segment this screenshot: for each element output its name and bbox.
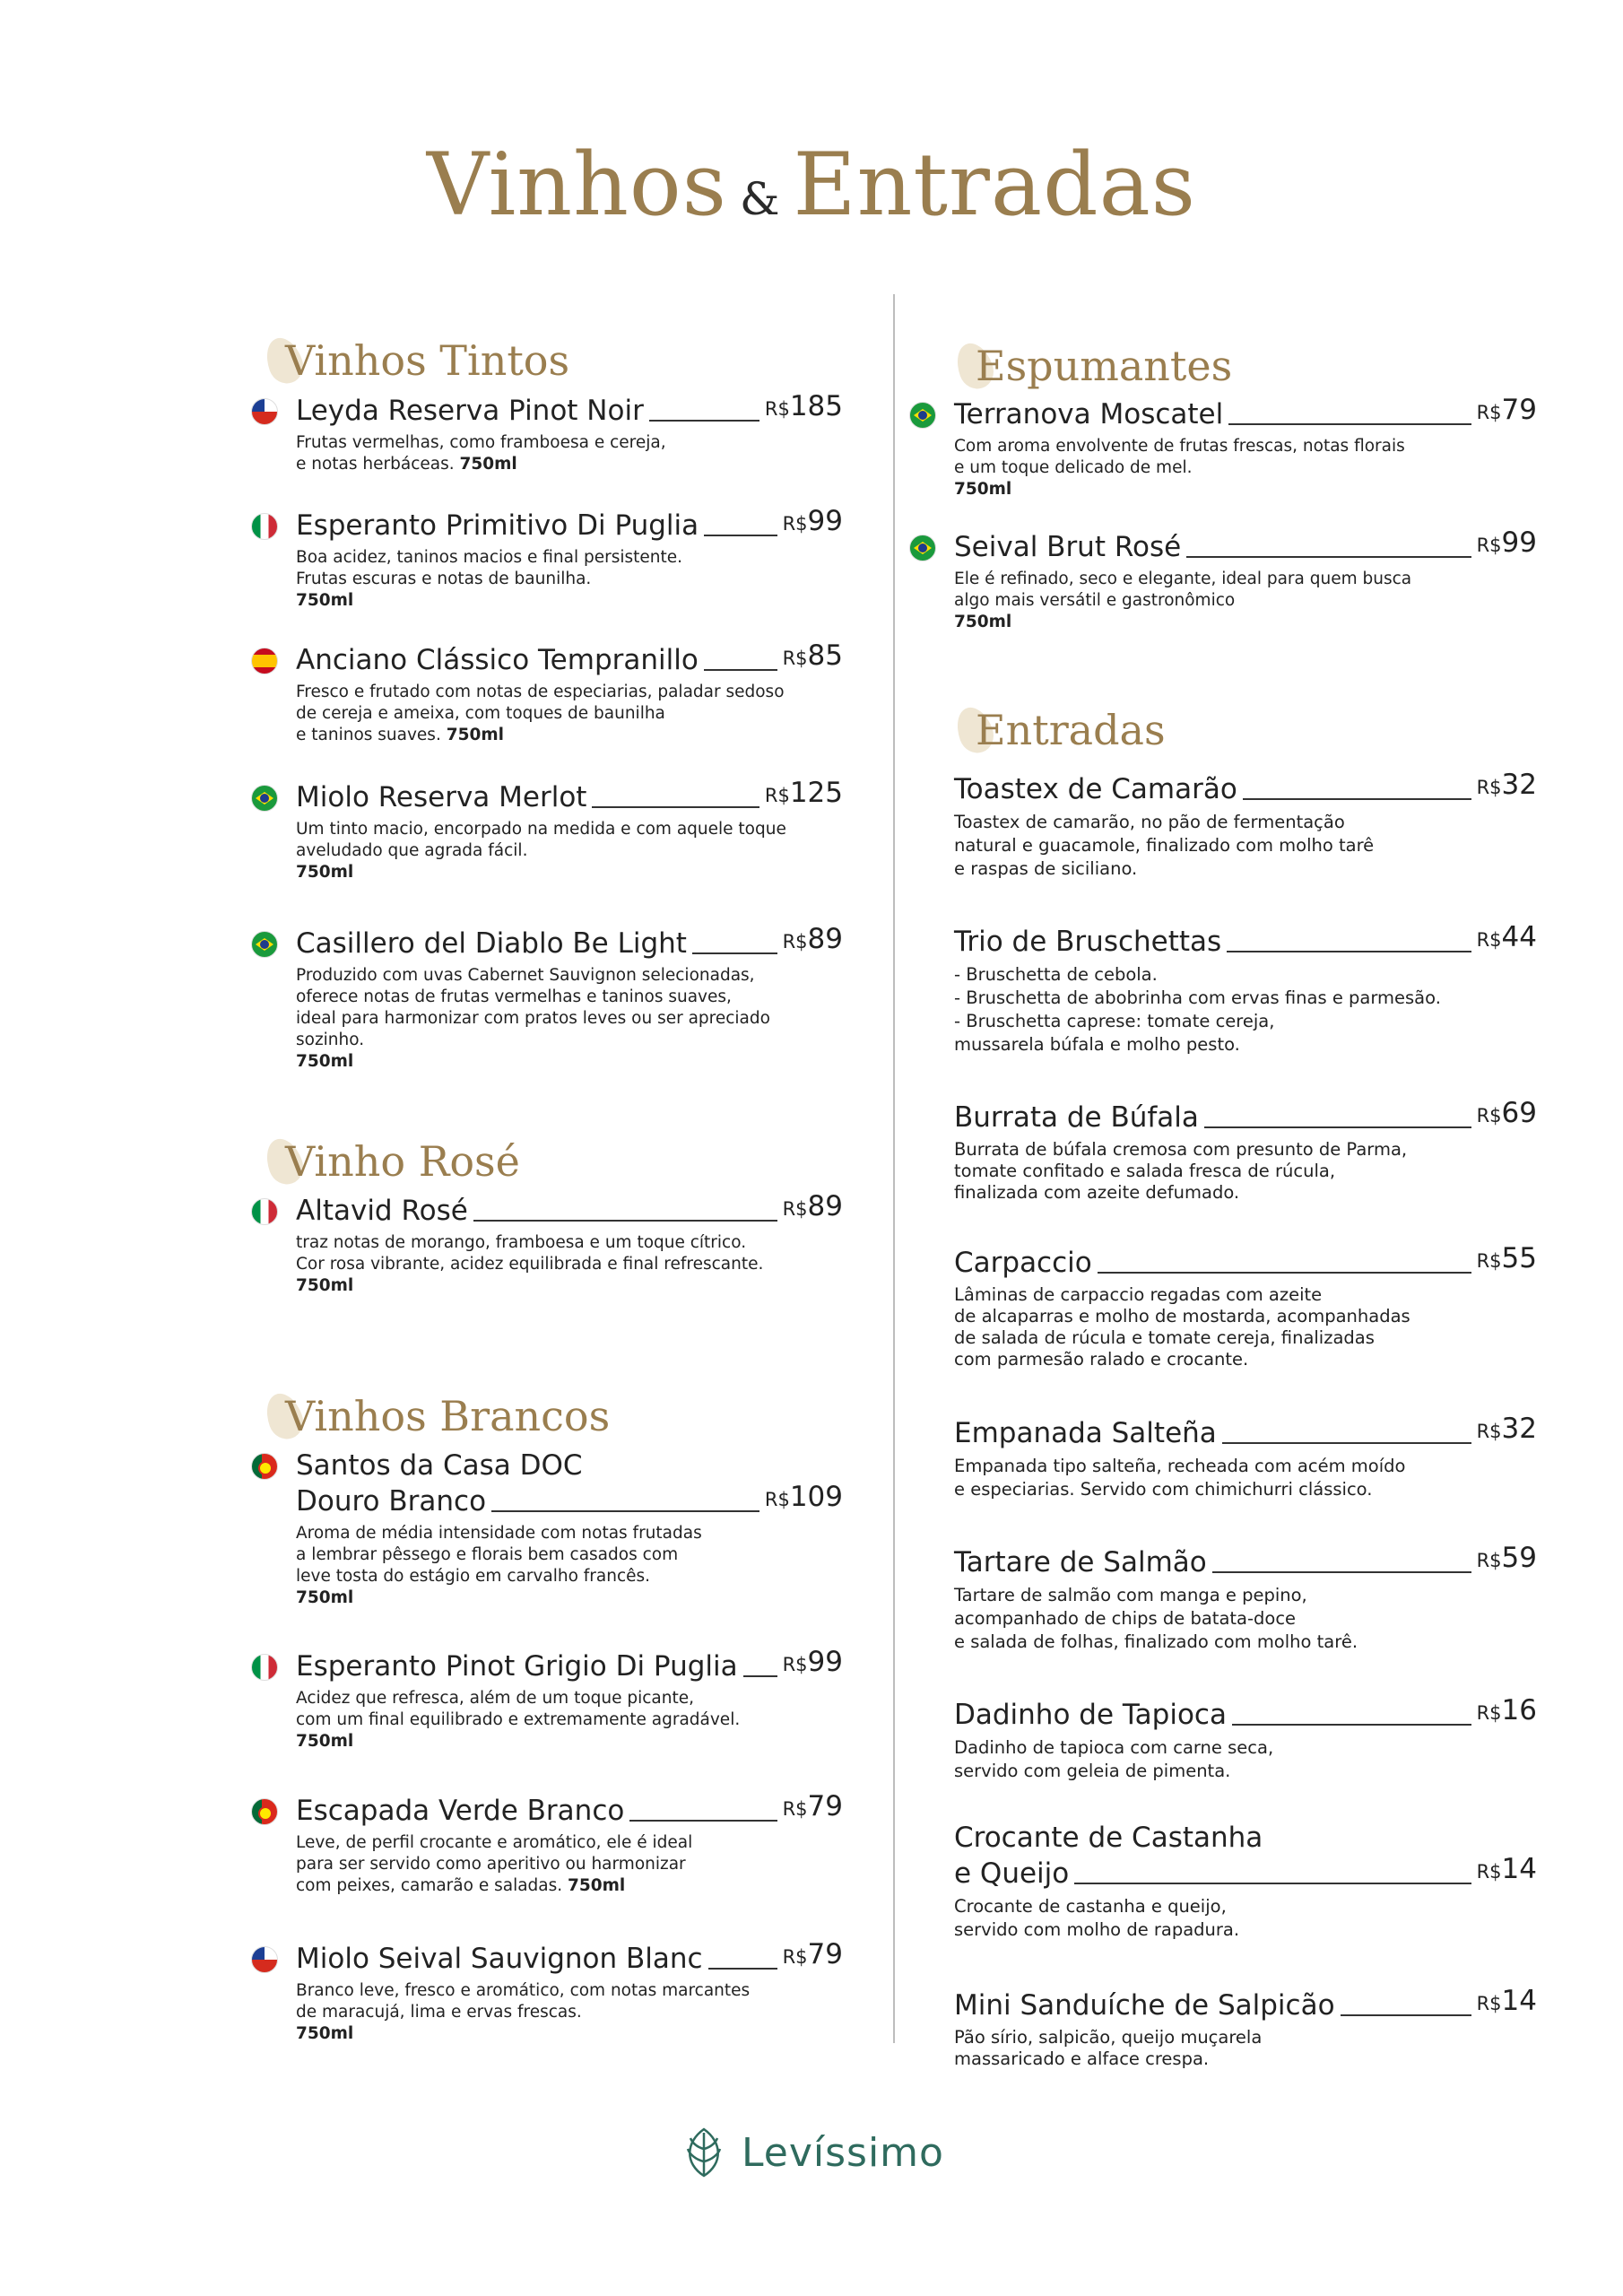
item-name: Escapada Verde Branco [296, 1795, 625, 1827]
chile-flag-icon [251, 398, 278, 425]
item-description: Toastex de camarão, no pão de fermentação natural e guacamole, finalizado com molho tarê e raspas de siciliano. [954, 812, 1375, 879]
price-leader [1222, 1442, 1471, 1444]
item-description: Frutas vermelhas, como framboesa e cereja, e notas herbáceas. 750ml [296, 433, 666, 474]
item-price: R$125 [764, 777, 843, 809]
item-price: R$16 [1476, 1694, 1537, 1726]
item-name: Seival Brut Rosé [954, 531, 1182, 563]
item-name: Carpaccio [954, 1247, 1092, 1279]
portugal-flag-icon [251, 1453, 278, 1480]
item-name: Altavid Rosé [296, 1195, 468, 1227]
item-price: R$79 [782, 1938, 843, 1970]
price-leader [473, 1220, 777, 1222]
title-entradas: Entradas [793, 135, 1197, 235]
menu-item [251, 1648, 843, 1752]
price-leader [491, 1510, 759, 1512]
item-name: Leyda Reserva Pinot Noir [296, 395, 644, 427]
menu-item [954, 1415, 1537, 1501]
item-name: Miolo Reserva Merlot [296, 781, 587, 813]
price-leader [1204, 1126, 1471, 1128]
menu-item [954, 1097, 1537, 1204]
item-name: Esperanto Pinot Grigio Di Puglia [296, 1650, 738, 1683]
menu-item [251, 1449, 843, 1609]
price-leader [704, 535, 777, 536]
price-leader [1227, 951, 1471, 952]
price-leader [1228, 423, 1471, 425]
item-name-line2: Douro Branco [296, 1485, 487, 1518]
item-price: R$14 [1476, 1985, 1537, 2017]
menu-item [954, 771, 1537, 881]
item-name: Tartare de Salmão [954, 1546, 1207, 1578]
item-name: Anciano Clássico Tempranillo [296, 644, 699, 676]
item-name: Esperanto Primitivo Di Puglia [296, 509, 699, 542]
portugal-flag-icon [251, 1798, 278, 1825]
menu-item [909, 396, 1537, 500]
menu-item [954, 1987, 1537, 2070]
menu-item [251, 1790, 843, 1897]
section-title-entradas: Entradas [942, 703, 1166, 757]
item-name: Casillero del Diablo Be Light [296, 927, 687, 960]
price-leader [1098, 1272, 1471, 1274]
item-description: Branco leve, fresco e aromático, com notas marcantes de maracujá, lima e ervas frescas. 750ml [296, 1981, 751, 2043]
item-name: Crocante de Castanha [954, 1822, 1263, 1854]
price-leader [1232, 1724, 1471, 1726]
menu-item [251, 779, 843, 883]
spain-flag-icon [251, 648, 278, 674]
italy-flag-icon [251, 1654, 278, 1681]
item-description: Produzido com uvas Cabernet Sauvignon selecionadas, oferece notas de frutas vermelhas e taninos suaves, ideal para harmonizar com pratos leves ou ser apreciado sozinho. 750ml [296, 966, 770, 1071]
column-divider [893, 294, 895, 2043]
menu-item [251, 639, 843, 746]
item-price: R$89 [782, 923, 843, 955]
menu-item [909, 526, 1537, 633]
item-description: Aroma de média intensidade com notas frutadas a lembrar pêssego e florais bem casados com leve tosta do estágio em carvalho francês. 750ml [296, 1524, 702, 1607]
brazil-flag-icon [251, 931, 278, 958]
item-name: Terranova Moscatel [954, 398, 1224, 430]
item-description: Fresco e frutado com notas de especiarias, paladar sedoso de cereja e ameixa, com toques de baunilha e taninos suaves. 750ml [296, 683, 785, 744]
price-leader [1212, 1571, 1471, 1573]
page-title [0, 135, 1623, 235]
item-price: R$99 [782, 505, 843, 537]
menu-item [954, 1242, 1537, 1370]
menu-item [251, 390, 843, 475]
item-price: R$32 [1476, 769, 1537, 801]
section-title-rose: Vinho Rosé [251, 1135, 520, 1188]
item-name-line2: e Queijo [954, 1857, 1070, 1890]
item-price: R$59 [1476, 1542, 1537, 1574]
item-price: R$99 [782, 1646, 843, 1678]
item-name: Dadinho de Tapioca [954, 1699, 1227, 1731]
item-description: Empanada tipo salteña, recheada com acém moído e especiarias. Servido com chimichurri clássico. [954, 1456, 1406, 1500]
item-price: R$85 [782, 639, 843, 672]
menu-item [251, 1190, 843, 1297]
section-title-espumantes: Espumantes [942, 339, 1232, 393]
item-price: R$44 [1476, 921, 1537, 953]
item-price: R$14 [1476, 1853, 1537, 1885]
item-price: R$89 [782, 1190, 843, 1222]
item-price: R$32 [1476, 1413, 1537, 1445]
menu-item [954, 1694, 1537, 1783]
item-price: R$99 [1476, 526, 1537, 559]
item-description: Um tinto macio, encorpado na medida e com aquele toque aveludado que agrada fácil. 750ml [296, 820, 786, 882]
menu-item [954, 1823, 1537, 1942]
item-description: Pão sírio, salpicão, queijo muçarela massaricado e alface crespa. [954, 2027, 1263, 2069]
price-leader [692, 952, 777, 954]
item-description: Crocante de castanha e queijo, servido com molho de rapadura. [954, 1896, 1240, 1940]
price-leader [1074, 1883, 1471, 1884]
item-description: Burrata de búfala cremosa com presunto de Parma, tomate confitado e salada fresca de rúcula, finalizada com azeite defumado. [954, 1139, 1408, 1203]
menu-item [251, 505, 843, 612]
item-name: Miolo Seival Sauvignon Blanc [296, 1943, 703, 1975]
item-description: Com aroma envolvente de frutas frescas, notas florais e um toque delicado de mel. 750ml [954, 437, 1405, 499]
item-price: R$79 [782, 1790, 843, 1822]
item-price: R$79 [1476, 394, 1537, 426]
price-leader [1186, 556, 1471, 558]
item-description: Leve, de perfil crocante e aromático, ele é ideal para ser servido como aperitivo ou harmonizar com peixes, camarão e saladas. 750ml [296, 1833, 693, 1895]
price-leader [708, 1968, 777, 1970]
item-description: Boa acidez, taninos macios e final persistente. Frutas escuras e notas de baunilha. 750ml [296, 548, 683, 610]
section-title-brancos: Vinhos Brancos [251, 1389, 610, 1443]
footer [0, 2126, 1623, 2179]
item-name: Santos da Casa DOC [296, 1449, 583, 1482]
item-description: - Bruschetta de cebola. - Bruschetta de abobrinha com ervas finas e parmesão. - Bruschetta caprese: tomate cereja, mussarela búfala e molho pesto. [954, 964, 1441, 1055]
menu-item [954, 921, 1537, 1057]
chile-flag-icon [251, 1946, 278, 1973]
menu-item [251, 1938, 843, 2045]
price-leader [1341, 2014, 1471, 2016]
item-description: Tartare de salmão com manga e pepino, acompanhado de chips de batata-doce e salada de folhas, finalizado com molho tarê. [954, 1585, 1358, 1652]
price-leader [629, 1820, 777, 1822]
item-name: Trio de Bruschettas [954, 926, 1222, 958]
price-leader [704, 669, 777, 671]
item-name: Toastex de Camarão [954, 773, 1237, 805]
leaf-logo-icon [679, 2126, 729, 2179]
title-vinhos: Vinhos [426, 135, 727, 235]
menu-item [954, 1544, 1537, 1654]
item-description: Acidez que refresca, além de um toque picante, com um final equilibrado e extremamente agradável. 750ml [296, 1689, 741, 1751]
brazil-flag-icon [251, 785, 278, 812]
item-description: traz notas de morango, framboesa e um toque cítrico. Cor rosa vibrante, acidez equilibrada e final refrescante. 750ml [296, 1233, 764, 1295]
item-price: R$185 [764, 390, 843, 422]
item-description: Lâminas de carpaccio regadas com azeite de alcaparras e molho de mostarda, acompanhadas de salada de rúcula e tomate cereja, finalizadas com parmesão ralado e crocante. [954, 1284, 1410, 1370]
brazil-flag-icon [909, 402, 936, 429]
item-name: Burrata de Búfala [954, 1101, 1199, 1134]
item-name: Empanada Salteña [954, 1417, 1217, 1449]
section-title-tintos: Vinhos Tintos [251, 334, 569, 387]
italy-flag-icon [251, 513, 278, 540]
item-description: Dadinho de tapioca com carne seca, servido com geleia de pimenta. [954, 1737, 1274, 1781]
item-price: R$55 [1476, 1242, 1537, 1274]
menu-item [251, 923, 843, 1073]
price-leader [743, 1675, 777, 1677]
price-leader [649, 420, 759, 422]
brand-name: Levíssimo [742, 2129, 944, 2176]
title-ampersand: & [739, 173, 781, 225]
italy-flag-icon [251, 1198, 278, 1225]
brazil-flag-icon [909, 535, 936, 561]
item-price: R$109 [764, 1481, 843, 1513]
item-price: R$69 [1476, 1097, 1537, 1129]
price-leader [592, 806, 759, 808]
price-leader [1243, 798, 1471, 800]
item-description: Ele é refinado, seco e elegante, ideal para quem busca algo mais versátil e gastronômico 750ml [954, 570, 1412, 631]
item-name: Mini Sanduíche de Salpicão [954, 1989, 1335, 2022]
